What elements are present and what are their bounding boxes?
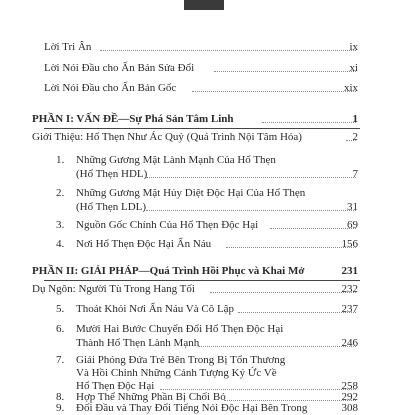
chapter-title-line: Mười Hai Bước Chuyển Đổi Hổ Thẹn Độc Hại [76,323,284,335]
chapter-title-line: Những Gương Mặt Hủy Diệt Độc Hại Của Hổ Thẹn [76,187,306,199]
toc-entry-title: Lời Nói Đầu cho Ấn Bản Gốc [44,82,177,94]
chapter-page: 292 [341,391,358,403]
chapter-title-line: Hổ Thẹn Độc Hại [76,380,155,392]
chapter-entry[interactable] [0,354,400,367]
chapter-page: 69 [347,219,358,231]
chapter-entry-cont[interactable] [0,337,400,350]
chapter-title-line: Và Hồi Chỉnh Những Cảnh Tượng Ký Ức Về [76,367,277,379]
toc-leader [224,400,356,401]
chapter-number: 2. [56,187,65,199]
chapter-page: 31 [347,201,358,213]
part-heading[interactable] [0,265,400,278]
toc-leader [238,312,356,313]
chapter-title-line: Thành Hổ Thẹn Lành Mạnh [76,337,200,349]
chapter-title-line: Nguồn Gốc Chính Của Hổ Thẹn Độc Hại [76,219,259,231]
chapter-entry-cont[interactable] [0,201,400,214]
toc-leader [160,389,356,390]
toc-entry-title: Lời Nói Đầu cho Ấn Bản Sửa Đổi [44,62,195,74]
toc-entry-page: xi [349,62,358,74]
toc-leader [214,71,356,72]
part-heading-page: 231 [341,265,358,277]
toc-leader [262,122,356,123]
chapter-entry[interactable] [0,402,400,415]
toc-entry-title: Giới Thiệu: Hổ Thẹn Như Ác Quỷ (Quá Trình Nội Tâm Hóa) [32,131,302,143]
toc-leader [146,210,356,211]
toc-leader [226,247,356,248]
chapter-number: 8. [56,391,65,403]
chapter-number: 3. [56,219,65,231]
toc-entry[interactable] [0,41,400,54]
chapter-number: 1. [56,154,65,166]
toc-leader [270,228,356,229]
part-heading-title: PHẦN I: VẤN ĐỀ—Sự Phá Sản Tâm Linh [32,113,234,125]
chapter-number: 9. [56,402,65,414]
chapter-page: 156 [341,238,358,250]
toc-entry-title: Lời Tri Ân [44,41,92,53]
chapter-number: 6. [56,323,65,335]
toc-entry[interactable] [0,82,400,95]
toc-entry[interactable] [0,283,400,296]
chapter-entry-cont[interactable] [0,367,400,380]
chapter-page: 308 [341,402,358,414]
chapter-title-line: Thoát Khỏi Nơi Ẩn Náu Và Cô Lập [76,303,235,315]
toc-entry-page: ix [349,41,358,53]
toc-leader [198,346,356,347]
chapter-title-line: Những Gương Mặt Lành Mạnh Của Hổ Thẹn [76,154,276,166]
chapter-number: 5. [56,303,65,315]
toc-leader [146,177,356,178]
chapter-entry[interactable] [0,154,400,167]
toc-entry[interactable] [0,62,400,75]
toc-leader [192,91,356,92]
toc-leader [100,50,356,51]
cover-image-fragment [184,0,224,10]
chapter-entry-cont[interactable] [0,168,400,181]
part-divider [44,128,360,129]
chapter-page: 258 [341,380,358,392]
toc-entry-page: 232 [341,283,358,295]
chapter-entry[interactable] [0,303,400,316]
toc-entry-page: xix [343,82,358,94]
chapter-title-line: (Hổ Thẹn LDL) [76,201,147,213]
part-heading[interactable] [0,113,400,126]
chapter-entry[interactable] [0,219,400,232]
part-heading-title: PHẦN II: GIẢI PHÁP—Quá Trình Hồi Phục và Khai Mở [32,265,305,277]
chapter-title-line: Đối Đầu và Thay Đổi Tiếng Nói Độc Hại Bên Trong [76,402,308,414]
chapter-number: 4. [56,238,65,250]
chapter-entry[interactable] [0,238,400,251]
part-divider [44,280,360,281]
chapter-entry[interactable] [0,187,400,200]
toc-entry[interactable] [0,131,400,144]
chapter-title-line: Nơi Hổ Thẹn Độc Hại Ẩn Náu [76,238,212,250]
chapter-page: 246 [341,337,358,349]
chapter-entry[interactable] [0,323,400,336]
chapter-page: 7 [352,168,358,180]
toc-entry-title: Dụ Ngôn: Người Tù Trong Hang Tối [32,283,195,295]
chapter-number: 7. [56,354,65,366]
chapter-title-line: (Hổ Thẹn HDL) [76,168,148,180]
toc-entry-page: 2 [352,131,358,143]
toc-leader [210,292,356,293]
part-heading-page: 1 [352,113,358,125]
chapter-page: 237 [341,303,358,315]
chapter-title-line: Giải Phóng Đứa Trẻ Bên Trong Bị Tổn Thương [76,354,286,366]
chapter-title-line: Hợp Thể Những Phần Bị Chối Bỏ [76,391,226,403]
